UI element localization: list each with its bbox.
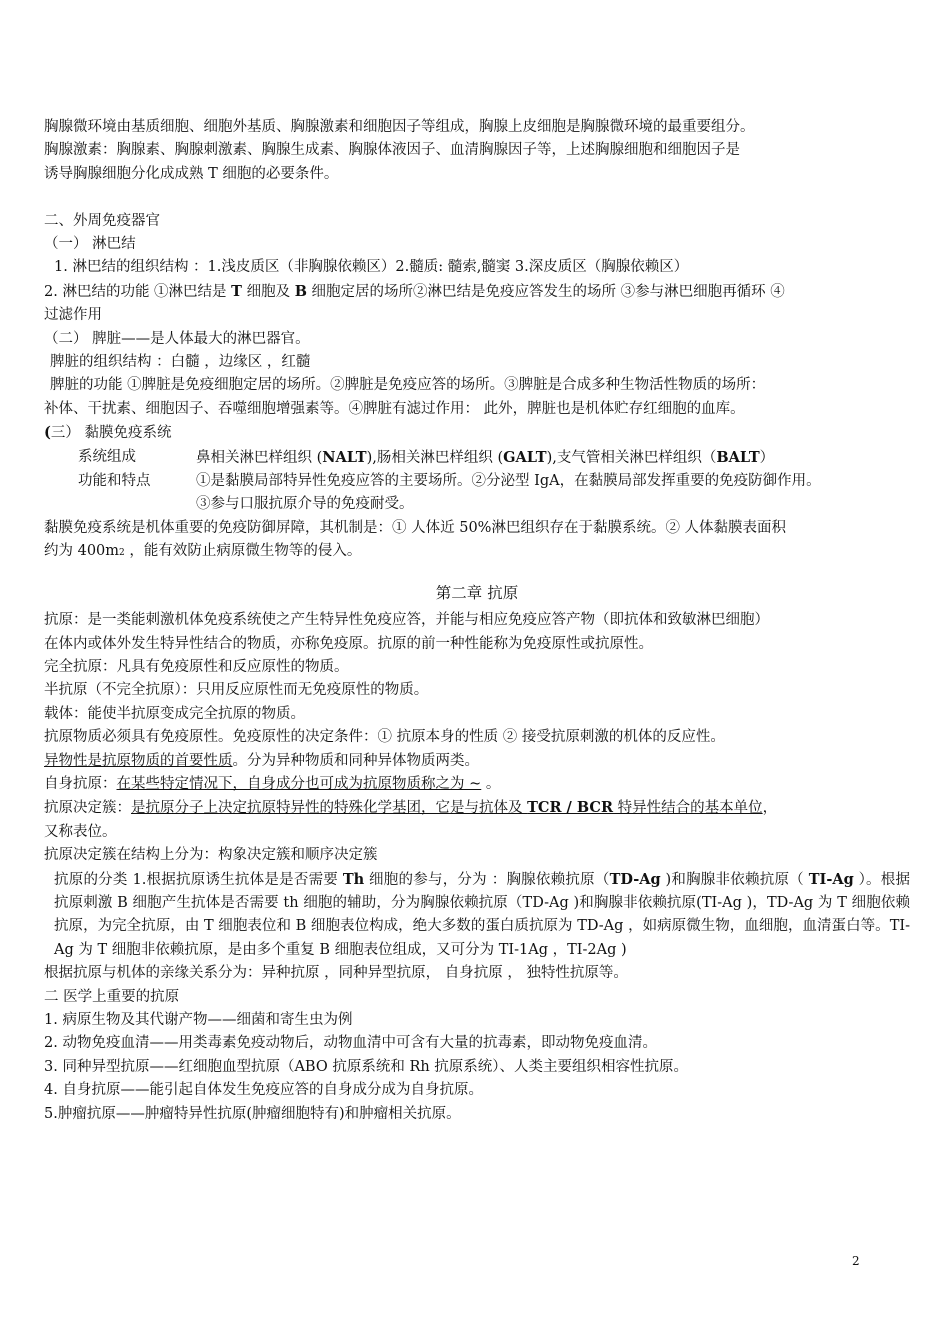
text-line: 黏膜免疫系统是机体重要的免疫防御屏障，其机制是：① 人体近 50%淋巴组织存在于黏膜系统。② 人体黏膜表面积	[44, 519, 787, 536]
text-span: ）。根据抗原刺激 B 细胞产生抗体是否需要 th 细胞的辅助，分为胸腺依赖抗原（TD-Ag )和胸腺非依赖抗原(TI-Ag )，TD-Ag 为 T 细胞依赖抗原，为完全抗原，由 T 细胞表位和 B 细胞表位构成，绝大多数的蛋白质抗原为 TD-Ag ，如病原微生物，血细胞，血清蛋白等。TI-Ag 为 T 细胞非依赖抗原，是由多个重复 B 细胞表位组成，又可分为 TI-1Ag ，TI-2Ag )	[54, 871, 911, 958]
bold-term: NALT	[322, 448, 367, 466]
bold-term: B	[294, 282, 307, 300]
text-line: 过滤作用	[44, 307, 102, 324]
text-line: 诱导胸腺细胞分化成成熟 T 细胞的必要条件。	[44, 165, 339, 182]
text-line	[44, 540, 910, 565]
text-line: 脾脏的组织结构 ：白髓 ，边缘区 ，红髓	[50, 354, 311, 371]
antigen-classification-paragraph	[44, 868, 910, 963]
text-line: 抗原物质必须具有免疫原性。免疫原性的决定条件：① 抗原本身的性质 ② 接受抗原刺激的机体的反应性。	[44, 729, 725, 746]
text-line: 根据抗原与机体的亲缘关系分为：异种抗原 ，同种异型抗原， 自身抗原 ， 独特性抗原等。	[44, 965, 628, 982]
text-span: 细胞定居的场所②淋巴结是免疫应答发生的场所 ③参与淋巴细胞再循环 ④	[306, 283, 785, 300]
text-span: (	[44, 424, 51, 442]
text-line: 完全抗原：凡具有免疫原性和反应原性的物质。	[44, 658, 349, 675]
text-line: ③参与口服抗原介导的免疫耐受。	[196, 496, 414, 513]
bold-term: BALT	[716, 448, 760, 466]
text-line: 载体：能使半抗原变成完全抗原的物质。	[44, 705, 305, 722]
section-heading: 二、外周免疫器官	[44, 212, 160, 229]
subscript: 2	[119, 548, 125, 559]
text-span: ，	[762, 800, 778, 817]
text-line	[44, 280, 910, 304]
text-line: 补体、干扰素、细胞因子、吞噬细胞增强素等。④脾脏有滤过作用： 此外，脾脏也是机体贮存红细胞的血库。	[44, 400, 745, 417]
text-span: 抗原的分类 1.根据抗原诱生抗体是是否需要	[54, 871, 343, 888]
subsection-heading: （一） 淋巴结	[44, 236, 136, 253]
function-features-row	[44, 470, 910, 493]
list-item: 3. 同种异型抗原——红细胞血型抗原（ABO 抗原系统和 Rh 抗原系统）、人类主要组织相容性抗原。	[44, 1058, 689, 1075]
row-label: 功能和特点	[78, 473, 151, 490]
underlined-text	[131, 800, 763, 816]
text-line	[44, 750, 910, 773]
chapter-title: 第二章 抗原	[435, 583, 519, 602]
row-label: 系统组成	[78, 448, 136, 465]
text-span: ，能有效防止病原微生物等的侵入。	[124, 543, 362, 560]
text-span: )和胸腺非依赖抗原（	[660, 871, 809, 888]
text-span: 。分为异种物质和同种异体物质两类。	[232, 752, 479, 769]
row-content	[196, 446, 910, 470]
bold-term: Th	[342, 870, 365, 888]
text-span: 细胞及	[241, 283, 295, 300]
bold-term: TD-Ag	[609, 870, 661, 888]
text-span: 细胞的参与，分为 ：胸腺依赖抗原（	[364, 871, 610, 888]
text-span: ),肠相关淋巴样组织 (	[366, 449, 504, 466]
text-line	[44, 796, 910, 820]
bold-term: T	[231, 282, 242, 300]
bold-term: TCR / BCR	[527, 799, 613, 817]
text-span: 约为 400m	[44, 543, 120, 560]
text-span: 鼻相关淋巴样组织 (	[196, 449, 323, 466]
text-line	[44, 773, 910, 796]
text-span: 特异性结合的基本单位	[613, 800, 763, 817]
row-content: ①是黏膜局部特异性免疫应答的主要场所。②分泌型 IgA，在黏膜局部发挥重要的免疫防御作用。	[196, 473, 821, 490]
text-line: 胸腺激素：胸腺素、胸腺刺激素、胸腺生成素、胸腺体液因子、血清胸腺因子等，上述胸腺细胞和细胞因子是	[44, 142, 740, 159]
system-composition-row	[44, 446, 910, 470]
text-span: 自身抗原：	[44, 775, 117, 792]
text-span: 抗原决定簇：	[44, 800, 131, 817]
text-span: ）	[759, 449, 775, 466]
subsection-heading: （二） 脾脏——是人体最大的淋巴器官。	[44, 330, 310, 347]
page-number: 2	[852, 1254, 860, 1268]
text-line: 又称表位。	[44, 823, 117, 840]
list-item: 2. 动物免疫血清——用类毒素免疫动物后，动物血清中可含有大量的抗毒素，即动物免疫血清。	[44, 1035, 657, 1052]
bold-term: GALT	[503, 448, 547, 466]
underlined-text: 在某些特定情况下，自身成分也可成为抗原物质称之为 ~	[116, 775, 482, 792]
list-item: 1. 病原生物及其代谢产物——细菌和寄生虫为例	[44, 1012, 353, 1029]
text-line: 半抗原（不完全抗原）：只用反应原性而无免疫原性的物质。	[44, 682, 429, 699]
text-line: 抗原决定簇在结构上分为：构象决定簇和顺序决定簇	[44, 847, 378, 864]
text-span: 是抗原分子上决定抗原特异性的特殊化学基团，它是与抗体及	[131, 800, 528, 817]
list-item: 5.肿瘤抗原——肿瘤特异性抗原(肿瘤细胞特有)和肿瘤相关抗原。	[44, 1105, 461, 1122]
text-line: 在体内或体外发生特异性结合的物质，亦称免疫原。抗原的前一种性能称为免疫原性或抗原性。	[44, 635, 653, 652]
text-span: 2. 淋巴结的功能 ①淋巴结是	[44, 283, 232, 300]
text-line: 抗原：是一类能刺激机体免疫系统使之产生特异性免疫应答，并能与相应免疫应答产物（即抗体和致敏淋巴细胞）	[44, 612, 769, 629]
text-span: 。	[481, 775, 501, 792]
text-line: 脾脏的功能 ①脾脏是免疫细胞定居的场所。②脾脏是免疫应答的场所。③脾脏是合成多种生物活性物质的场所：	[50, 377, 766, 394]
text-line: 1. 淋巴结的组织结构 ：1.浅皮质区（非胸腺依赖区）2.髓质: 髓索,髓窦 3.深皮质区（胸腺依赖区）	[54, 259, 689, 276]
text-line: 胸腺微环境由基质细胞、细胞外基质、胸腺激素和细胞因子等组成，胸腺上皮细胞是胸腺微环境的最重要组分。	[44, 119, 755, 135]
section-heading: 二 医学上重要的抗原	[44, 988, 180, 1005]
blank-line	[44, 186, 910, 209]
list-item: 4. 自身抗原——能引起自体发生免疫应答的自身成分成为自身抗原。	[44, 1082, 483, 1099]
underlined-text: 异物性是抗原物质的首要性质	[44, 752, 233, 769]
text-span: ),支气管相关淋巴样组织（	[546, 449, 717, 466]
text-span: 三） 黏膜免疫系统	[50, 425, 172, 442]
subsection-heading	[44, 421, 910, 445]
bold-term: TI-Ag	[808, 870, 854, 888]
